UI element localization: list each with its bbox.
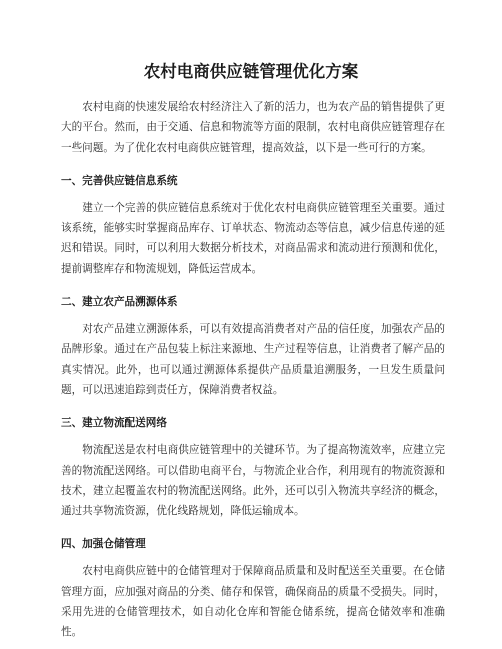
section-heading-1: 一、完善供应链信息系统 [61, 174, 178, 187]
document-body [61, 97, 445, 643]
document-title: 农村电商供应链管理优化方案 [143, 62, 359, 81]
section-body-3: 物流配送是农村电商供应链管理中的关键环节。为了提高物流效率，应建立完善的物流配送网络。可以借助电商平台，与物流企业合作，利用现有的物流资源和技术，建立起覆盖农村的物流配送网络。此外，还可以引入物流共享经济的概念，通过共享物流资源，优化线路规划，降低运输成本。 [61, 444, 445, 518]
section-body-4: 农村电商供应链中的仓储管理对于保障商品质量和及时配送至关重要。在仓储管理方面，应加强对商品的分类、储存和保管，确保商品的质量不受损失。同时，采用先进的仓储管理技术，如自动化仓库和智能仓储系统，提高仓储效率和准确性。 [61, 565, 445, 639]
section-heading-4: 四、加强仓储管理 [61, 538, 146, 551]
section-heading-2: 二、建立农产品溯源体系 [61, 296, 178, 309]
section-heading-3: 三、建立物流配送网络 [61, 417, 167, 430]
section-body-1: 建立一个完善的供应链信息系统对于优化农村电商供应链管理至关重要。通过该系统，能够实时掌握商品库存、订单状态、物流动态等信息，减少信息传递的延迟和错误。同时，可以利用大数据分析技术，对商品需求和流动进行预测和优化，提前调整库存和物流规划，降低运营成本。 [61, 201, 445, 275]
intro-paragraph: 农村电商的快速发展给农村经济注入了新的活力，也为农产品的销售提供了更大的平台。然而，由于交通、信息和物流等方面的限制，农村电商供应链管理存在一些问题。为了优化农村电商供应链管理，提高效益，以下是一些可行的方案。 [61, 101, 445, 154]
section-body-2: 对农产品建立溯源体系，可以有效提高消费者对产品的信任度，加强农产品的品牌形象。通过在产品包装上标注来源地、生产过程等信息，让消费者了解产品的真实情况。此外，也可以通过溯源体系提供产品质量追溯服务，一旦发生质量问题，可以迅速追踪到责任方，保障消费者权益。 [61, 323, 445, 396]
